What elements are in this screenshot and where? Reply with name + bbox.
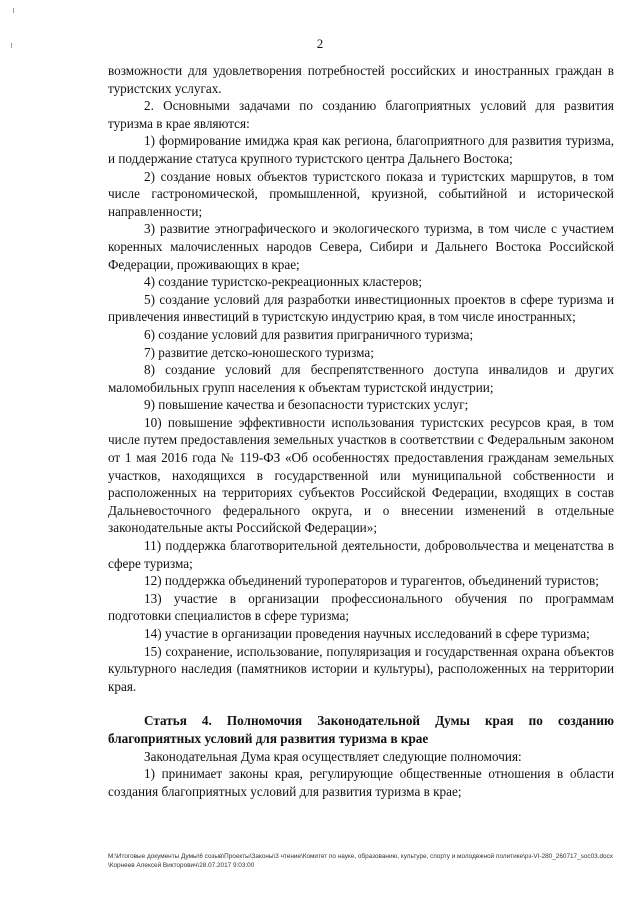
- paragraph-tasks-intro: 2. Основными задачами по созданию благоприятных условий для развития туризма в крае являются:: [108, 98, 614, 131]
- file-path-footer: M:\Итоговые документы Думы\6 созыв\Проекты\Законы\3 чтение\Комитет по науке, образованию, культуре, спорту и молодежной политике\рз-VI-280_260717_soc03.docx\Корнеев Алексей Викторович\28.07.2017 9:03:00: [108, 853, 613, 869]
- list-item-10: 10) повышение эффективности использования туристских ресурсов края, в том числе путем предоставления земельных участков в соответствии с Федеральным законом от 1 мая 2016 года № 119-ФЗ «Об особенностях предоставления гражданам земельных участков, находящихся в государственной или муниципальной собственности и расположенных на территориях субъектов Российской Федерации, входящих в состав Дальневосточного федерального округа, и о внесении изменений в отдельные законодательные акты Российской Федерации»;: [108, 414, 614, 536]
- list-item-5: 5) создание условий для разработки инвестиционных проектов в сфере туризма и привлечения инвестиций в туристскую индустрию края, в том числе иностранных;: [108, 291, 614, 325]
- list-item-7: 7) развитие детско-юношеского туризма;: [144, 344, 374, 360]
- article-4-intro: Законодательная Дума края осуществляет следующие полномочия:: [144, 748, 522, 764]
- page-number: 2: [316, 36, 324, 51]
- scan-mark: [13, 8, 14, 13]
- list-item-1: 1) формирование имиджа края как региона, благоприятного для развития туризма, и поддержание статуса крупного туристского центра Дальнего Востока;: [108, 133, 614, 166]
- list-item-6: 6) создание условий для развития приграничного туризма;: [144, 326, 474, 342]
- article-4-item-1: 1) принимает законы края, регулирующие общественные отношения в области создания благоприятных условий для развития туризма в крае;: [108, 766, 614, 799]
- list-item-11: 11) поддержка благотворительной деятельности, добровольчества и меценатства в сфере туризма;: [108, 538, 614, 571]
- list-item-2: 2) создание новых объектов туристского показа и туристских маршрутов, в том числе гастрономической, промышленной, круизной, событийной и исторической направленности;: [108, 168, 614, 219]
- list-item-13: 13) участие в организации профессионального обучения по программам подготовки специалистов в сфере туризма;: [108, 590, 614, 624]
- list-item-9: 9) повышение качества и безопасности туристских услуг;: [144, 397, 469, 413]
- list-item-8: 8) создание условий для беспрепятственного доступа инвалидов и других маломобильных групп населения к объектам туристской индустрии;: [108, 362, 614, 395]
- list-item-4: 4) создание туристско-рекреационных кластеров;: [144, 274, 422, 290]
- list-item-12: 12) поддержка объединений туроператоров и турагентов, объединений туристов;: [144, 573, 599, 589]
- list-item-3: 3) развитие этнографического и экологического туризма, в том числе с участием коренных малочисленных народов Севера, Сибири и Дальнего Востока Российской Федерации, проживающих в крае;: [108, 221, 614, 272]
- paragraph-continuation: возможности для удовлетворения потребностей российских и иностранных граждан в туристских услугах.: [108, 63, 614, 96]
- document-body: [108, 62, 614, 800]
- list-item-15: 15) сохранение, использование, популяризация и государственная охрана объектов культурного наследия (памятников истории и культуры), расположенных на территории края.: [108, 643, 614, 694]
- list-item-14: 14) участие в организации проведения научных исследований в сфере туризма;: [144, 626, 590, 641]
- article-4-heading: Статья 4. Полномочия Законодательной Думы края по созданию благоприятных условий для развития туризма в крае: [108, 713, 614, 746]
